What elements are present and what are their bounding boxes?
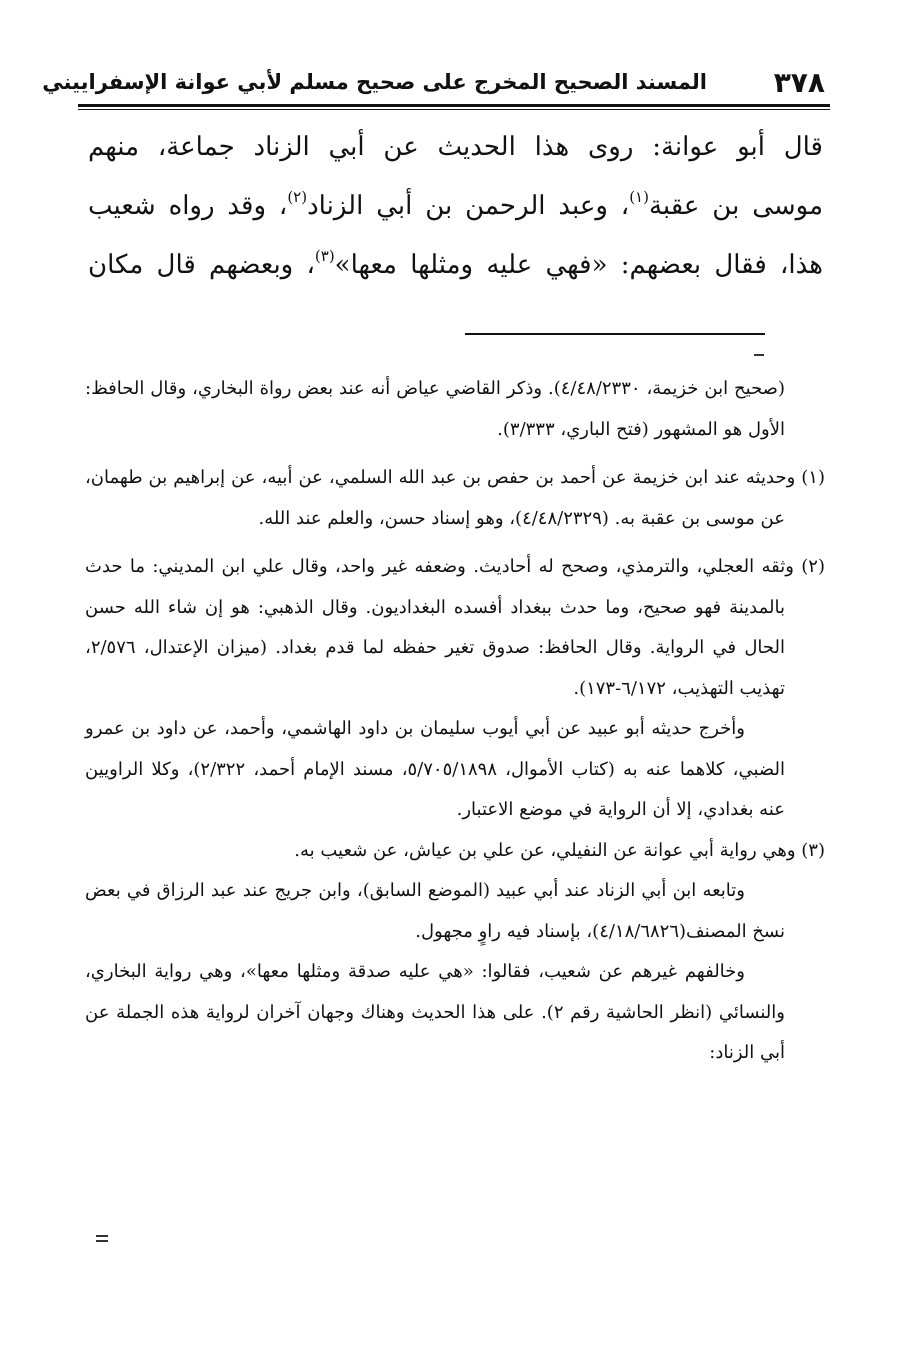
- main-line-1: قال أبو عوانة: روى هذا الحديث عن أبي الزناد جماعة، منهم: [88, 132, 823, 162]
- continuation-mark-bottom: [96, 1235, 108, 1237]
- running-header: [42, 66, 825, 104]
- header-rule-thin: [78, 109, 830, 110]
- footnote-2-continued: وأخرج حديثه أبو عبيد عن أبي أيوب سليمان بن داود الهاشمي، وأحمد، عن داود بن عمرو الضبي، كلاهما عنه به (كتاب الأموال، ٥/٧٠٥/١٨٩٨، مسند الإمام أحمد، ٢/٣٢٢)، وكلا الراويين عنه بغدادي، إلا أن الرواية في موضع الاعتبار.: [85, 718, 786, 820]
- main-text: [88, 118, 823, 295]
- footnotes: [85, 369, 825, 1074]
- continuation-mark: [754, 354, 764, 356]
- main-line-3: هذا، فقال بعضهم: «فهي عليه ومثلها معها»$^{(٣)}$، وبعضهم قال مكان: [88, 247, 823, 280]
- footnote-continued: (صحيح ابن خزيمة، ٤/٤٨/٢٣٣٠). وذكر القاضي عياض أنه عند بعض رواة البخاري، وقال الحافظ: الأول هو المشهور (فتح الباري، ٣/٣٣٣).: [85, 378, 785, 440]
- book-title: المسند الصحيح المخرج على صحيح مسلم لأبي عوانة الإسفراييني: [42, 70, 707, 94]
- main-line-2: موسى بن عقبة$^{(١)}$، وعبد الرحمن بن أبي الزناد$^{(٢)}$، وقد رواه شعيب: [88, 188, 824, 221]
- page-number: ٣٧٨: [773, 66, 825, 99]
- footnote-ref-3[interactable]: (٣): [314, 247, 335, 266]
- footnote-1: (١) وحديثه عند ابن خزيمة عن أحمد بن حفص بن عبد الله السلمي، عن أبيه، عن إبراهيم بن طهمان، عن موسى بن عقبة به. (٤/٤٨/٢٣٢٩)، وهو إسناد حسن، والعلم عند الله.: [85, 467, 825, 529]
- continuation-mark-bottom-2: [96, 1240, 108, 1242]
- header-rule: [78, 104, 830, 107]
- footnote-3-continued-2: وخالفهم غيرهم عن شعيب، فقالوا: «هي عليه صدقة ومثلها معها»، وهي رواية البخاري، والنسائي (انظر الحاشية رقم ٢). على هذا الحديث وهناك وجهان آخران لرواية هذه الجملة عن أبي الزناد:: [85, 961, 785, 1063]
- footnote-ref-2[interactable]: (٢): [287, 188, 308, 207]
- footnote-ref-1[interactable]: (١): [629, 188, 649, 207]
- footnote-3: (٣) وهي رواية أبي عوانة عن النفيلي، عن علي بن عياش، عن شعيب به.: [294, 839, 825, 861]
- footnote-2: (٢) وثقه العجلي، والترمذي، وصحح له أحاديث. وضعفه غير واحد، وقال علي ابن المديني: ما حدث بالمدينة فهو صحيح، وما حدث ببغداد أفسده البغداديون. وقال الذهبي: هو إن شاء الله حسن الحال في الرواية. وقال الحافظ: صدوق تغير حفظه لما قدم بغداد. (ميزان الإعتدال، ٢/٥٧٦، تهذيب التهذيب، ٦/١٧٢-١٧٣).: [85, 556, 825, 699]
- footnote-3-continued-1: وتابعه ابن أبي الزناد عند أبي عبيد (الموضع السابق)، وابن جريج عند عبد الرزاق في بعض نسخ المصنف(٤/١٨/٦٨٢٦)، بإسناد فيه راوٍ مجهول.: [85, 880, 785, 942]
- footnote-separator: [465, 333, 765, 335]
